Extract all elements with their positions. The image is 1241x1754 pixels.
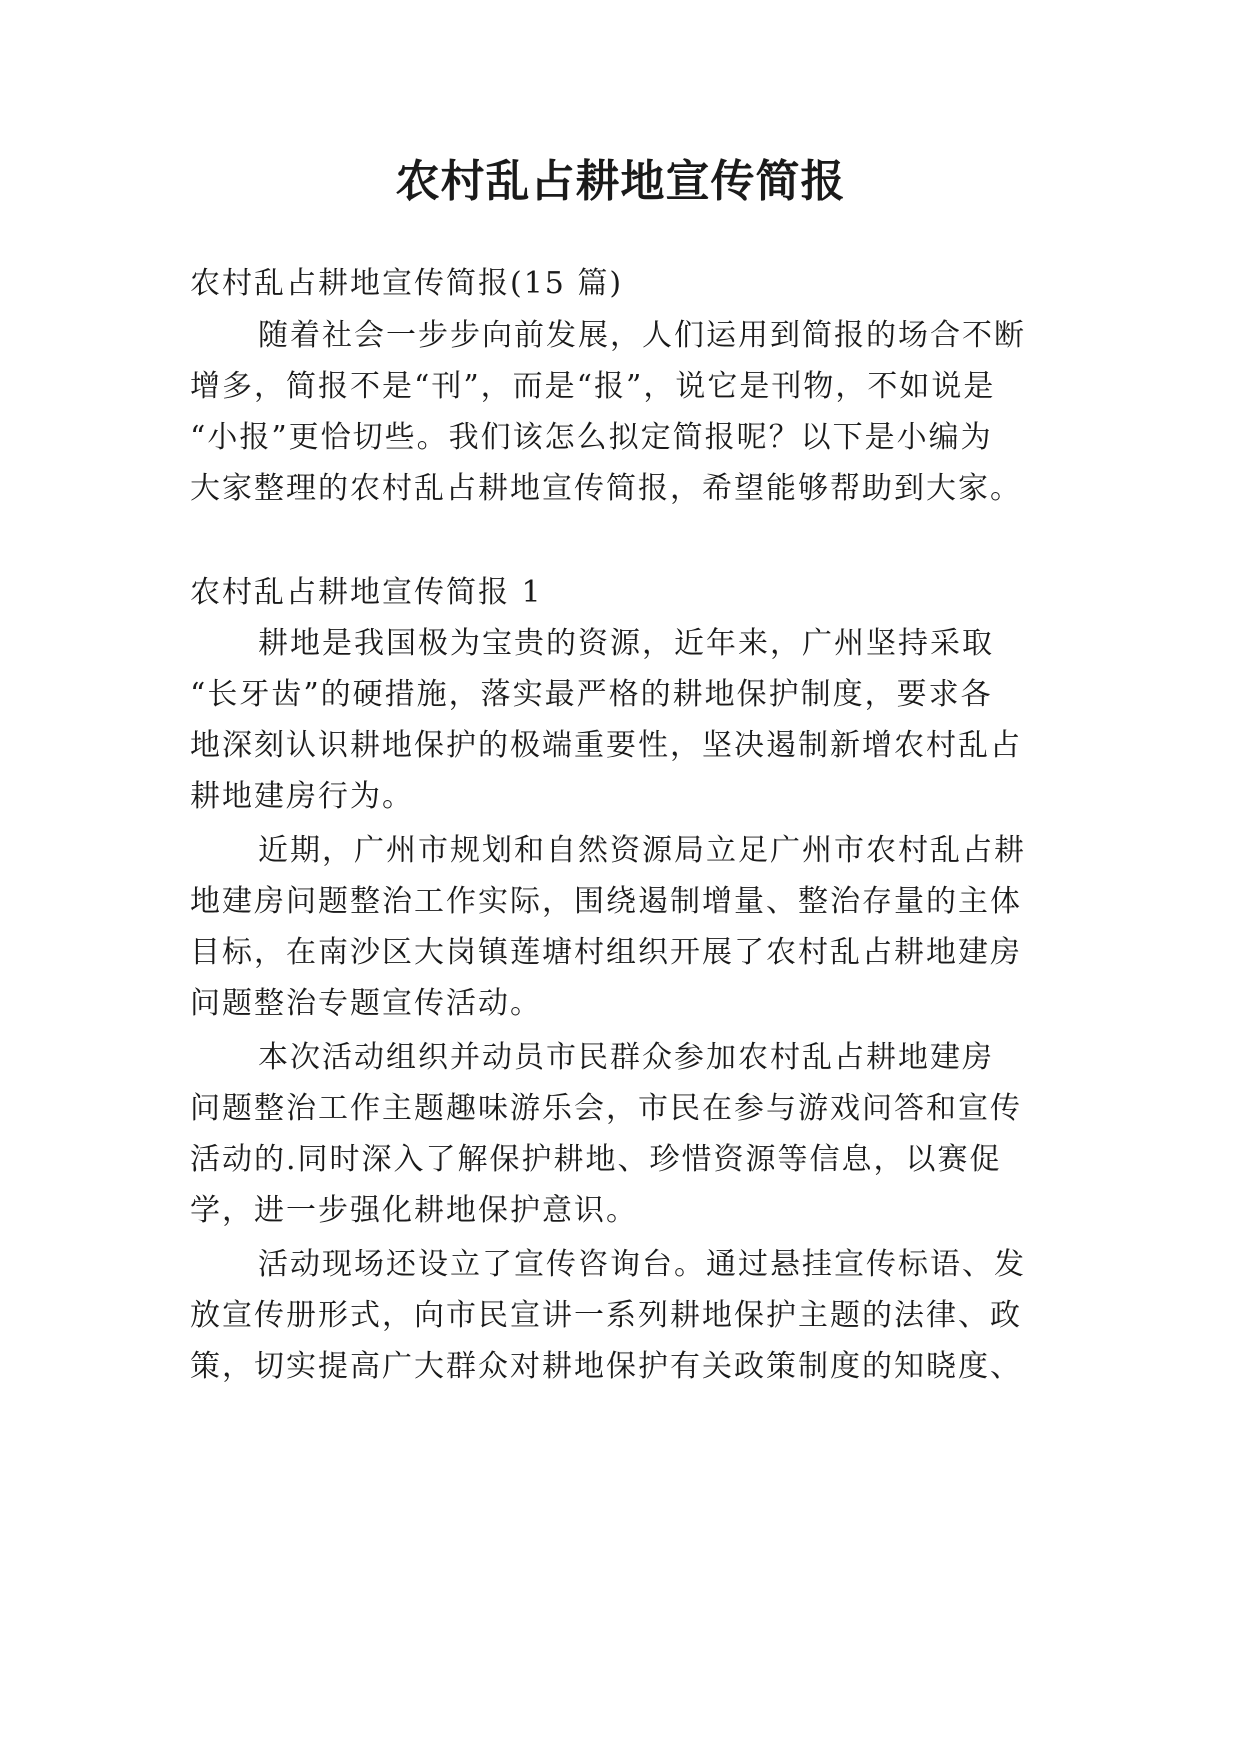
paragraph-3-line: 问题整治工作主题趣味游乐会，市民在参与游戏问答和宣传	[190, 1091, 1022, 1126]
intro-line: 增多，简报不是“刊”，而是“报”，说它是刊物，不如说是	[190, 369, 996, 404]
paragraph-3-line: 本次活动组织并动员市民群众参加农村乱占耕地建房	[258, 1040, 994, 1075]
paragraph-3-line: 活动的.同时深入了解保护耕地、珍惜资源等信息，以赛促	[190, 1142, 1002, 1177]
intro-line: 大家整理的农村乱占耕地宣传简报，希望能够帮助到大家。	[190, 471, 1022, 506]
paragraph-4-line: 放宣传册形式，向市民宣讲一系列耕地保护主题的法律、政	[190, 1298, 1022, 1333]
paragraph-2-line: 地建房问题整治工作实际，围绕遏制增量、整治存量的主体	[190, 884, 1022, 919]
paragraph-1-line: 地深刻认识耕地保护的极端重要性，坚决遏制新增农村乱占	[190, 728, 1022, 763]
paragraph-2-line: 近期，广州市规划和自然资源局立足广州市农村乱占耕	[258, 833, 1026, 868]
paragraph-1-line: 耕地建房行为。	[190, 779, 414, 814]
paragraph-4-line: 活动现场还设立了宣传咨询台。通过悬挂宣传标语、发	[258, 1247, 1026, 1282]
paragraph-1-line: “长牙齿”的硬措施，落实最严格的耕地保护制度，要求各	[190, 677, 993, 712]
document-subtitle: 农村乱占耕地宣传简报(15 篇)	[190, 266, 624, 301]
document-title: 农村乱占耕地宣传简报	[395, 156, 846, 207]
paragraph-2-line: 问题整治专题宣传活动。	[190, 986, 542, 1021]
intro-line: “小报”更恰切些。我们该怎么拟定简报呢？以下是小编为	[190, 420, 993, 455]
paragraph-2-line: 目标，在南沙区大岗镇莲塘村组织开展了农村乱占耕地建房	[190, 935, 1022, 970]
intro-line: 随着社会一步步向前发展，人们运用到简报的场合不断	[258, 318, 1026, 353]
section-heading: 农村乱占耕地宣传简报 1	[190, 575, 543, 610]
paragraph-3-line: 学，进一步强化耕地保护意识。	[190, 1193, 638, 1228]
paragraph-1-line: 耕地是我国极为宝贵的资源，近年来，广州坚持采取	[258, 626, 994, 661]
paragraph-4-line: 策，切实提高广大群众对耕地保护有关政策制度的知晓度、	[190, 1349, 1022, 1384]
